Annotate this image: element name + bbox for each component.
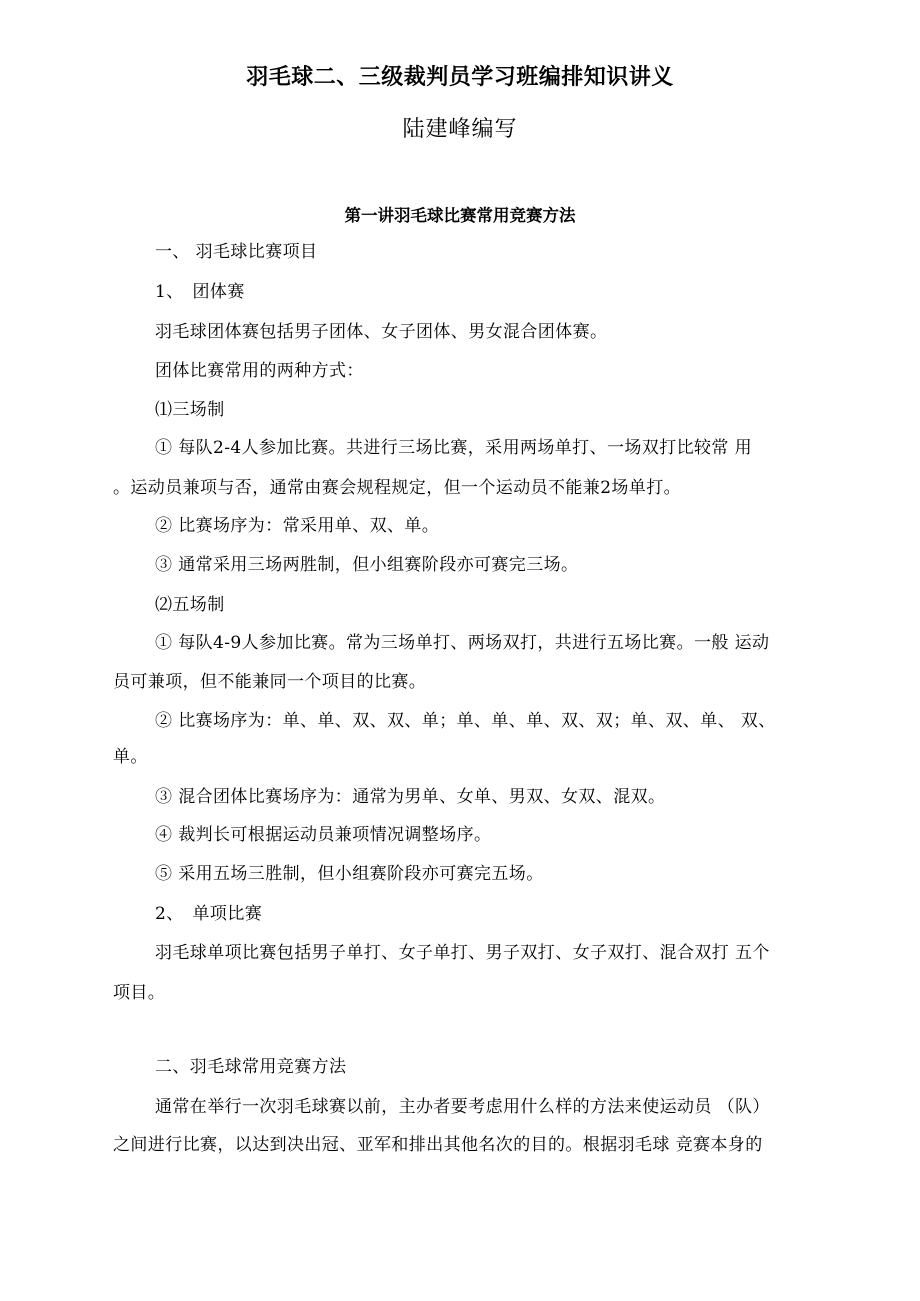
section-heading: 二、羽毛球常用竞赛方法 bbox=[155, 1057, 347, 1077]
lecture-heading: 第一讲羽毛球比赛常用竞赛方法 bbox=[344, 206, 576, 225]
section-heading: 一、 羽毛球比赛项目 bbox=[155, 242, 318, 262]
list-item: ③ 通常采用三场两胜制，但小组赛阶段亦可赛完三场。 bbox=[155, 555, 579, 575]
list-item: ③ 混合团体比赛场序为：通常为男单、女单、男双、女双、混双。 bbox=[155, 787, 666, 807]
document-author: 陆建峰编写 bbox=[402, 117, 518, 142]
document-title: 羽毛球二、三级裁判员学习班编排知识讲义 bbox=[246, 64, 674, 90]
list-item-continuation: 单。 bbox=[113, 747, 148, 767]
list-heading: ⑵五场制 bbox=[155, 595, 225, 615]
list-heading: ⑴三场制 bbox=[155, 400, 225, 420]
list-item: ① 每队2-4人参加比赛。共进行三场比赛，采用两场单打、一场双打比较常 用 bbox=[155, 438, 752, 458]
list-item: ④ 裁判长可根据运动员兼项情况调整场序。 bbox=[155, 825, 492, 845]
paragraph-line: 羽毛球单项比赛包括男子单打、女子单打、男子双打、女子双打、混合双打 五个 bbox=[155, 943, 770, 963]
paragraph-line: 项目。 bbox=[113, 983, 166, 1003]
list-item-continuation: 员可兼项，但不能兼同一个项目的比赛。 bbox=[113, 672, 427, 692]
paragraph-line: 通常在举行一次羽毛球赛以前，主办者要考虑用什么样的方法来使运动员 （队） bbox=[155, 1097, 770, 1117]
subsection-heading: 1、 团体赛 bbox=[155, 282, 245, 302]
list-item-continuation: 。运动员兼项与否，通常由赛会规程规定，但一个运动员不能兼2场单打。 bbox=[113, 478, 682, 498]
paragraph-line: 团体比赛常用的两种方式： bbox=[155, 361, 364, 381]
paragraph-line: 之间进行比赛，以达到决出冠、亚军和排出其他名次的目的。根据羽毛球 竞赛本身的 bbox=[113, 1135, 763, 1155]
list-item: ⑤ 采用五场三胜制，但小组赛阶段亦可赛完五场。 bbox=[155, 864, 544, 884]
list-item: ② 比赛场序为：单、单、双、双、单；单、单、单、双、双；单、双、单、 双、 bbox=[155, 711, 776, 731]
list-item: ② 比赛场序为：常采用单、双、单。 bbox=[155, 516, 440, 536]
subsection-heading: 2、 单项比赛 bbox=[155, 904, 263, 924]
list-item: ① 每队4-9人参加比赛。常为三场单打、两场双打，共进行五场比赛。一般 运动 bbox=[155, 633, 770, 653]
paragraph-line: 羽毛球团体赛包括男子团体、女子团体、男女混合团体赛。 bbox=[155, 322, 608, 342]
